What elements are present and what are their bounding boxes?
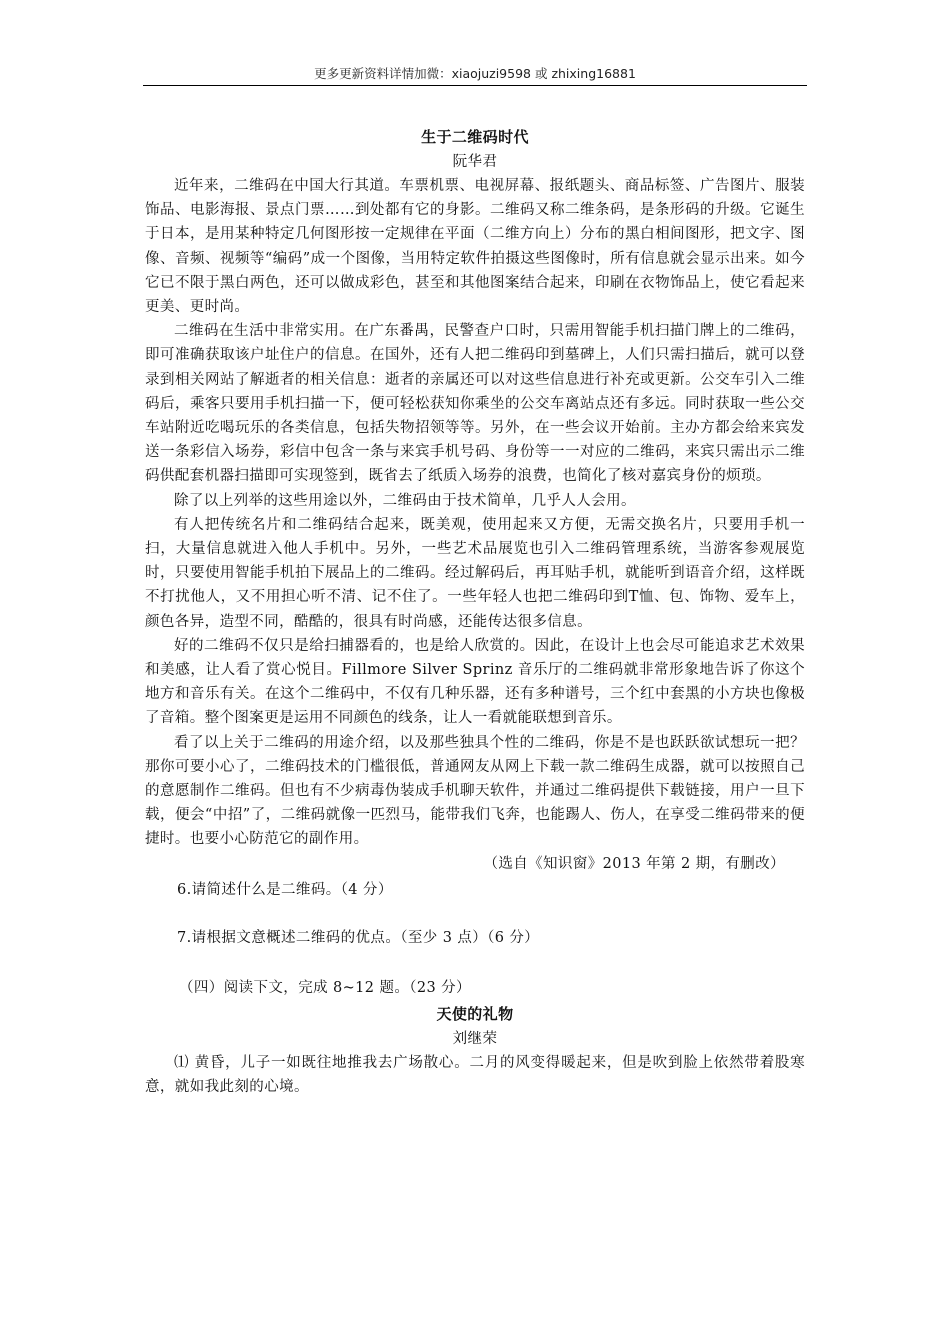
article-paragraph: 除了以上列举的这些用途以外，二维码由于技术简单，几乎人人会用。 bbox=[174, 492, 636, 509]
article-source: （选自《知识窗》2013 年第 2 期，有删改） bbox=[483, 855, 785, 872]
article-paragraph: 二维码在生活中非常实用。在广东番禺，民警查户口时，只需用智能手机扫描门牌上的二维码，即可准确获取该户址住户的信息。在国外，还有人把二维码印到墓碑上，人们只需扫描后，就可以登录到相关网站了解逝者的相关信息：逝者的亲属还可以对这些信息进行补充或更新。公交车引入二维码后，乘客只要用手机扫描一下，便可轻松获知你乘坐的公交车离站点还有多远。同时获取一些公交车站附近吃喝玩乐的各类信息，包括失物招领等等。另外，在一些会议开始前。主办方都会给来宾发送一条彩信入场券，彩信中包含一条与来宾手机号码、身份等一一对应的二维码，来宾只需出示二维码供配套机器扫描即可实现签到，既省去了纸质入场券的浪费，也简化了核对嘉宾身份的烦琐。 bbox=[145, 323, 805, 485]
article-paragraph: 好的二维码不仅只是给扫捕器看的，也是给人欣赏的。因此，在设计上也会尽可能追求艺术效果和美感，让人看了赏心悦目。Fillmore Silver Sprinz 音乐厅的二维码就非常形象地告诉了你这个地方和音乐有关。在这个二维码中，不仅有几种乐器，还有多种谱号，三个红中套黑的小方块也像极了音箱。整个图案更是运用不同颜色的线条，让人一看就能联想到音乐。 bbox=[145, 637, 805, 727]
article-author: 阮华君 bbox=[452, 154, 498, 170]
story-author: 刘继荣 bbox=[452, 1030, 498, 1047]
article-paragraph: 看了以上关于二维码的用途介绍，以及那些独具个性的二维码，你是不是也跃跃欲试想玩一把？那你可要小心了，二维码技术的门槛很低，普通网友从网上下载一款二维码生成器，就可以按照自己的意愿制作二维码。但也有不少病毒伪装成手机聊天软件，并通过二维码提供下载链接，用户一旦下载，便会“中招”了，二维码就像一匹烈马，能带我们飞奔，也能踢人、伤人，在享受二维码带来的便捷时。也要小心防范它的副作用。 bbox=[145, 734, 805, 848]
question-6: 6.请简述什么是二维码。（4 分） bbox=[177, 881, 393, 898]
section-4-instruction: （四）阅读下文，完成 8~12 题。（23 分） bbox=[179, 980, 471, 997]
page-header: 更多更新资料详情加微：xiaojuzi9598 或 zhixing16881 bbox=[314, 66, 636, 81]
article-title: 生于二维码时代 bbox=[421, 128, 529, 146]
article-paragraph: 近年来，二维码在中国大行其道。车票机票、电视屏幕、报纸题头、商品标签、广告图片、服装饰品、电影海报、景点门票……到处都有它的身影。二维码又称二维条码，是条形码的升级。它诞生于日本，是用某种特定几何图形按一定规律在平面（二维方向上）分布的黑白相间图形，把文字、图像、音频、视频等“编码”成一个图像，当用特定软件拍摄这些图像时，所有信息就会显示出来。如今它已不限于黑白两色，还可以做成彩色，甚至和其他图案结合起来，印刷在衣物饰品上，使它看起来更美、更时尚。 bbox=[145, 178, 805, 316]
question-7: 7.请根据文意概述二维码的优点。（至少 3 点）（6 分） bbox=[177, 930, 540, 947]
document-body bbox=[145, 124, 805, 1099]
article-paragraph: 有人把传统名片和二维码结合起来，既美观，使用起来又方便，无需交换名片，只要用手机一扫，大量信息就进入他人手机中。另外，一些艺术品展览也引入二维码管理系统，当游客参观展览时，只要使用智能手机拍下展品上的二维码。经过解码后，再耳贴手机，就能听到语音介绍，这样既不打扰他人，又不用担心听不清、记不住了。一些年轻人也把二维码印到T恤、包、饰物、爱车上，颜色各异，造型不同，酷酷的，很具有时尚感，还能传达很多信息。 bbox=[145, 516, 805, 630]
story-paragraph: ⑴ 黄昏，儿子一如既往地推我去广场散心。二月的风变得暖起来，但是吹到脸上依然带着股寒意，就如我此刻的心境。 bbox=[145, 1054, 805, 1095]
story-title: 天使的礼物 bbox=[436, 1004, 514, 1023]
header-divider bbox=[143, 85, 807, 86]
